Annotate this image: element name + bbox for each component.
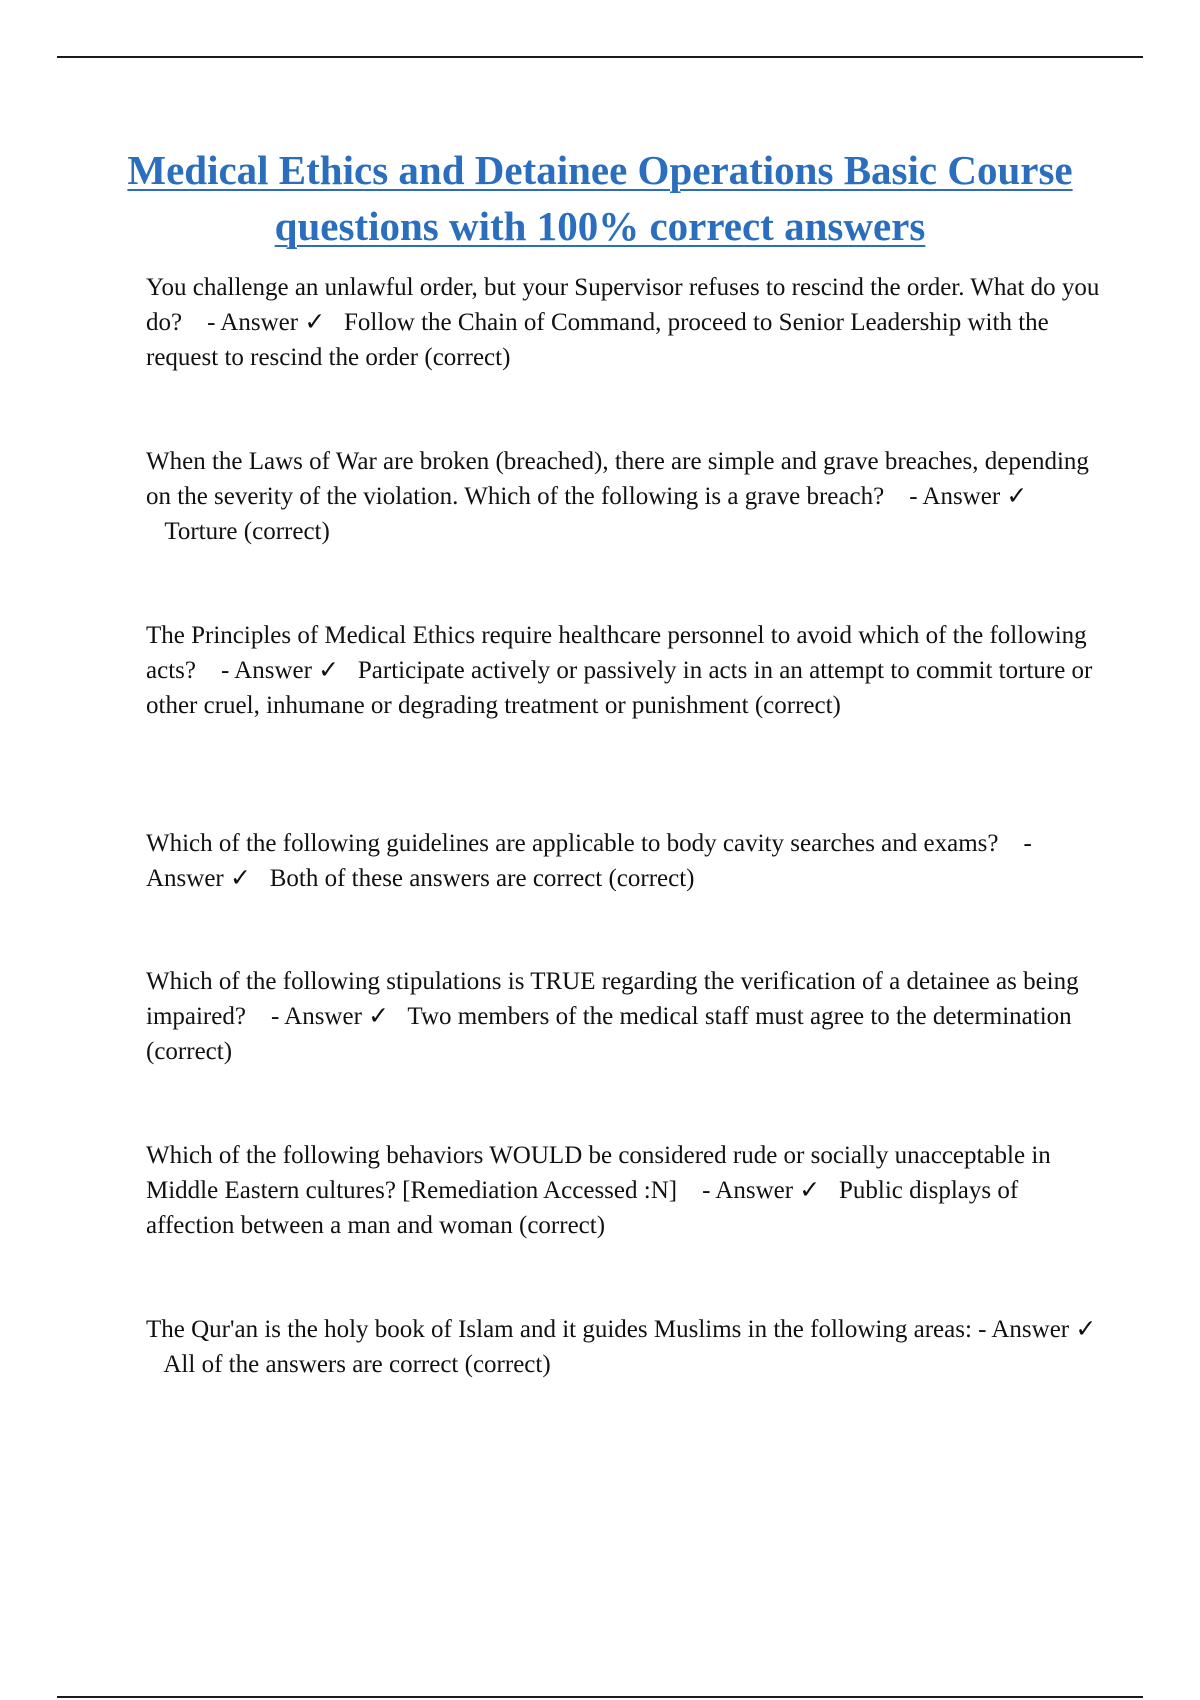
answer-text: Two members of the medical staff must agree to the determination (correct) <box>146 1003 1072 1065</box>
question-text: The Qur'an is the holy book of Islam and it guides Muslims in the following areas: <box>146 1316 972 1343</box>
qa-item-6 <box>146 1138 1106 1243</box>
qa-item-1 <box>146 270 1106 375</box>
document-title: Medical Ethics and Detainee Operations Basic Course questions with 100% correct answers <box>127 147 1073 249</box>
qa-item-7 <box>146 1312 1106 1382</box>
answer-text: Torture (correct) <box>164 518 330 545</box>
answer-marker: - Answer ✓ <box>270 1003 390 1030</box>
answer-text: Participate actively or passively in acts in an attempt to commit torture or other cruel, inhumane or degrading treatment or punishment (correct) <box>146 657 1093 719</box>
question-text: You challenge an unlawful order, but your Supervisor refuses to rescind the order. What do you do? <box>146 274 1100 336</box>
question-text: Which of the following behaviors WOULD be considered rude or socially unacceptable in Middle Eastern cultures? [Remediation Accessed :N] <box>146 1142 1051 1204</box>
question-text: The Principles of Medical Ethics require healthcare personnel to avoid which of the following acts? <box>146 622 1087 684</box>
answer-text: Follow the Chain of Command, proceed to Senior Leadership with the request to rescind the order (correct) <box>146 309 1049 371</box>
qa-item-4 <box>146 826 1106 896</box>
question-text: Which of the following guidelines are applicable to body cavity searches and exams? <box>146 830 999 857</box>
question-text: When the Laws of War are broken (breached), there are simple and grave breaches, depending on the severity of the violation. Which of the following is a grave breach? <box>146 448 1089 510</box>
answer-marker: - Answer ✓ <box>220 657 340 684</box>
answer-marker: - Answer ✓ <box>909 483 1028 510</box>
answer-text: Both of these answers are correct (correct) <box>269 865 695 892</box>
answer-marker: - Answer ✓ <box>146 830 1032 892</box>
bottom-rule <box>57 1696 1143 1698</box>
answer-text: All of the answers are correct (correct) <box>163 1351 551 1378</box>
qa-item-2 <box>146 444 1106 549</box>
answer-marker: - Answer ✓ <box>702 1177 821 1204</box>
answer-text: Public displays of affection between a man and woman (correct) <box>146 1177 1019 1239</box>
qa-item-5 <box>146 964 1106 1069</box>
top-rule <box>57 56 1143 58</box>
answer-marker: - Answer ✓ <box>207 309 326 336</box>
question-text: Which of the following stipulations is TRUE regarding the verification of a detainee as being impaired? <box>146 968 1079 1030</box>
qa-item-3 <box>146 618 1106 723</box>
answer-marker: - Answer ✓ <box>978 1316 1097 1343</box>
